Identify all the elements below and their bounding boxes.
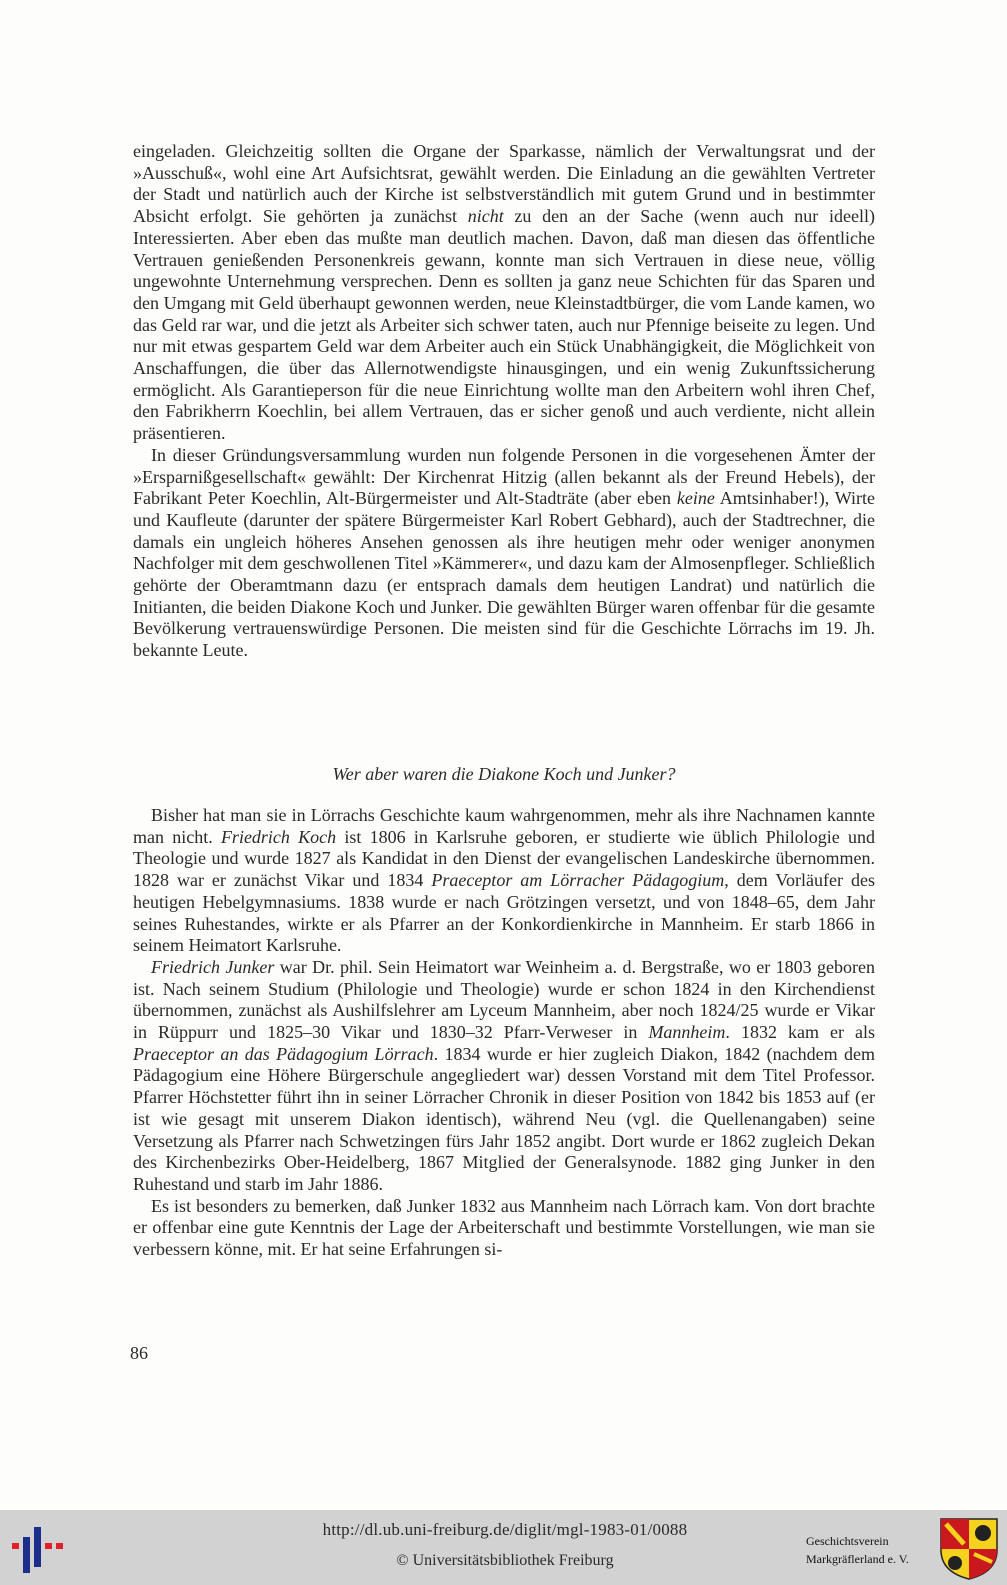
footer-url-link[interactable]: http://dl.ub.uni-freiburg.de/diglit/mgl-1983-01/0088	[322, 1520, 688, 1539]
top-paragraph	[133, 141, 875, 445]
society-line-2: Markgräflerland e. V.	[806, 1552, 909, 1566]
italic-text: Mannheim	[648, 1022, 726, 1043]
text-run: , dem Vorläufer des heutigen Hebelgymnasiums. 1838 wurde er nach Grötzingen versetzt, und von 1848–65, dem Jahr seines Ruhestandes, wirkte er als Pfarrer an der Konkordienkirche in Mannheim. Er starb 1866 in seinem Heimatort Karlsruhe.	[133, 870, 875, 956]
page-number: 86	[130, 1343, 148, 1363]
text-run: Bisher hat man sie in Lörrachs Geschichte kaum wahrgenommen, mehr als ihre Nachnamen kannte man nicht.	[133, 805, 875, 847]
text-run: Amtsinhaber!), Wirte und Kaufleute (darunter der spätere Bürgermeister Karl Robert Gebhard), auch der Stadtrechner, die damals ein ungleich höheres Ansehen genossen als ihre heutigen mehr oder weniger anonymen Nachfolger mit dem geschwollenen Titel »Kämmerer«, und dazu kam der Almosenpfleger. Schließlich gehörte der Oberamtmann dazu (er entsprach damals dem heutigen Landrat) und natürlich die Initianten, die beiden Diakone Koch und Junker. Die gewählten Bürger waren offenbar für die gesamte Bevölkerung vertrauenswürdige Personen. Die meisten sind für die Geschichte Lörrachs im 19. Jh. bekannte Leute.	[133, 488, 876, 661]
society-line-1: Geschichtsverein	[806, 1534, 889, 1548]
italic-text: Friedrich Junker	[151, 956, 275, 977]
text-run: . 1832 kam er als	[725, 1022, 876, 1043]
italic-text: Praeceptor am Lörracher Pädagogium	[431, 870, 725, 891]
italic-text: keine	[676, 488, 715, 509]
body-text-top	[133, 141, 875, 662]
body-text-bottom	[133, 805, 875, 1261]
footer-copyright: © Universitätsbibliothek Freiburg	[396, 1552, 614, 1569]
ub-freiburg-logo-icon[interactable]	[8, 1523, 68, 1573]
top-paragraph	[133, 445, 875, 662]
text-run: zu den an der Sache (wenn auch nur ideell) Interessierten. Aber eben das mußte man deutlich machen. Davon, daß man diesen das öffentliche Vertrauen genießenden Personenkreis gewann, konnte man sich Vertrauen in diese neue, völlig ungewohnte Unternehmung versprechen. Denn es sollten ja ganz neue Schichten für das Sparen und den Umgang mit Geld überhaupt gewonnen werden, neue Kleinstadtbürger, die vom Lande kamen, wo das Geld rar war, und die jetzt als Arbeiter sich schwer taten, auch nur Pfennige beiseite zu legen. Und nur mit etwas gespartem Geld war dem Arbeiter auch ein Stück Unabhängigkeit, die Möglichkeit von Anschaffungen, die über das Allernotwendigste hinausgingen, und ein wenig Zukunftssicherung ermöglicht. Als Garantieperson für die neue Einrichtung wollte man den Arbeitern wohl ihren Chef, den Fabrikherrn Koechlin, bei allem Vertrauen, das er sicher genoß und auch verdiente, nicht allein präsentieren.	[133, 206, 875, 444]
italic-text: Friedrich Koch	[220, 826, 337, 847]
bottom-paragraph	[133, 957, 875, 1196]
bottom-paragraph	[133, 1196, 875, 1261]
text-run: war Dr. phil. Sein Heimatort war Weinheim a. d. Bergstraße, wo er 1803 geboren ist. Nach seinem Studium (Philologie und Theologie) wurde er schon 1824 in den Kirchendienst übernommen, zunächst als Aushilfslehrer am Lyceum Mannheim, aber noch 1824/25 wurde er Vikar in Rüppurr und 1825–30 Vikar und 1830–32 Pfarr-Verweser in	[133, 956, 876, 1043]
text-run: eingeladen. Gleichzeitig sollten die Organe der Sparkasse, nämlich der Verwaltungsrat und der »Ausschuß«, wohl eine Art Aufsichtsrat, gewählt werden. Die Einladung an die gewählten Vertreter der Stadt und natürlich auch der Kirche ist selbstverständlich mit gutem Grund und in bestimmter Absicht erfolgt. Sie gehörten ja zunächst	[133, 141, 875, 227]
bottom-paragraph	[133, 805, 875, 957]
text-run: ist 1806 in Karlsruhe geboren, er studierte wie üblich Philologie und Theologie und wurde 1827 als Kandidat in den Dienst der evangelischen Landeskirche übernommen. 1828 war er zunächst Vikar und 1834	[133, 826, 876, 891]
text-run: . 1834 wurde er hier zugleich Diakon, 1842 (nachdem dem Pädagogium eine Höhere Bürgerschule angegliedert war) dessen Vorstand mit dem Titel Professor. Pfarrer Höchstetter führt ihn in seiner Lörracher Chronik in dieser Position von 1842 bis 1853 auf (er ist wie gesagt mit unserem Diakon identisch), während Neu (vgl. die Quellenangaben) seine Versetzung als Pfarrer nach Schwetzingen fürs Jahr 1852 angibt. Dort wurde er 1862 zugleich Dekan des Kirchenbezirks Ober-Heidelberg, 1867 Mitglied der Generalsynode. 1882 ging Junker in den Ruhestand und starb im Jahr 1886.	[133, 1043, 875, 1194]
italic-text: Praeceptor an das Pädagogium Lörrach	[133, 1043, 434, 1064]
section-heading: Wer aber waren die Diakone Koch und Junker?	[332, 764, 676, 784]
text-run: In dieser Gründungsversammlung wurden nun folgende Personen in die vorgesehenen Ämter der »Ersparnißgesellschaft« gewählt: Der Kirchenrat Hitzig (allen bekannt als der Freund Hebels), der Fabrikant Peter Koechlin, Alt-Bürgermeister und Alt-Stadträte (aber eben	[133, 444, 875, 509]
italic-text: nicht	[467, 206, 504, 227]
coat-of-arms-icon[interactable]	[938, 1516, 1000, 1581]
text-run: Es ist besonders zu bemerken, daß Junker 1832 aus Mannheim nach Lörrach kam. Von dort brachte er offenbar eine gute Kenntnis der Lage der Arbeiterschaft und bestimmte Vorstellungen, wie man sie verbessern könne, mit. Er hat seine Erfahrungen si-	[133, 1195, 875, 1260]
society-name[interactable]	[806, 1532, 936, 1568]
